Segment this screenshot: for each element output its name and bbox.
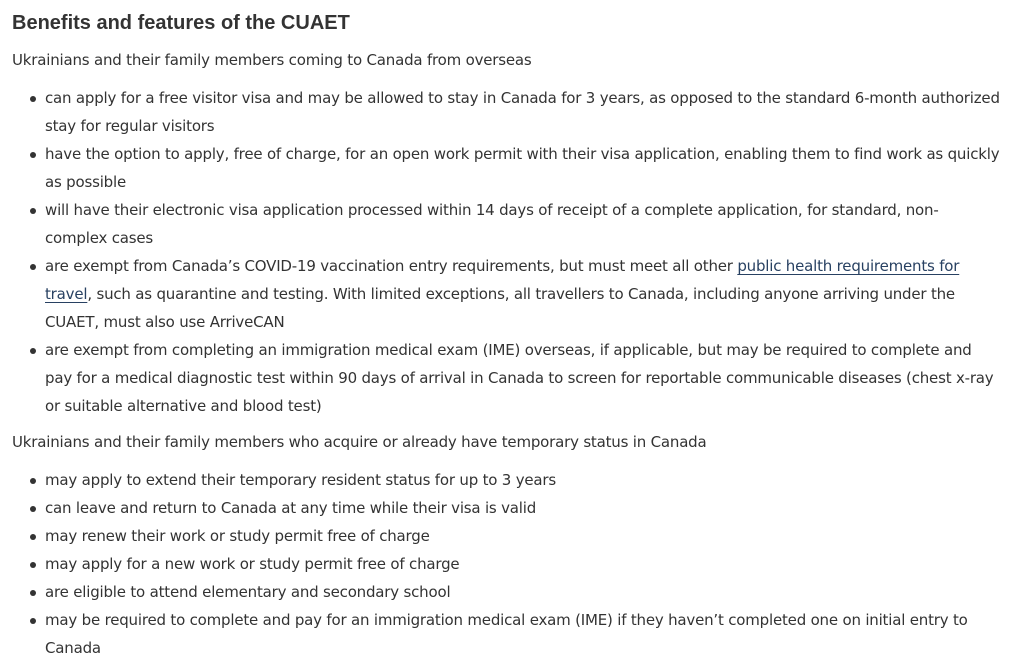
public-health-requirements-link[interactable]: public health requirements for travel — [45, 257, 960, 303]
list-item: may apply for a new work or study permit free of charge — [45, 550, 1000, 578]
list-item: are exempt from completing an immigration medical exam (IME) overseas, if applicable, but may be required to complete and pay for a medical diagnostic test within 90 days of arrival in Canada to screen for reportable communicable diseases (chest x-ray or suitable alternative and blood test) — [45, 336, 1000, 420]
list-item-text: are exempt from Canada’s COVID-19 vaccination entry requirements, but must meet all other — [45, 257, 738, 275]
list-item: are eligible to attend elementary and secondary school — [45, 578, 1000, 606]
temporary-status-benefits-list — [12, 466, 1000, 662]
list-item: have the option to apply, free of charge, for an open work permit with their visa application, enabling them to find work as quickly as possible — [45, 140, 1000, 196]
list-item: may be required to complete and pay for an immigration medical exam (IME) if they haven’t completed one on initial entry to Canada — [45, 606, 1000, 662]
list-item — [45, 252, 1000, 336]
section-overseas-intro: Ukrainians and their family members coming to Canada from overseas — [12, 51, 532, 69]
list-item-text: , such as quarantine and testing. With limited exceptions, all travellers to Canada, including anyone arriving under the CUAET, must also use ArriveCAN — [45, 285, 955, 331]
list-item: can apply for a free visitor visa and may be allowed to stay in Canada for 3 years, as opposed to the standard 6-month authorized stay for regular visitors — [45, 84, 1000, 140]
list-item: may renew their work or study permit free of charge — [45, 522, 1000, 550]
section-temporary-status-intro: Ukrainians and their family members who acquire or already have temporary status in Canada — [12, 433, 707, 451]
list-item: will have their electronic visa application processed within 14 days of receipt of a complete application, for standard, non-complex cases — [45, 196, 1000, 252]
overseas-benefits-list — [12, 84, 1000, 420]
list-item: can leave and return to Canada at any time while their visa is valid — [45, 494, 1000, 522]
list-item: may apply to extend their temporary resident status for up to 3 years — [45, 466, 1000, 494]
page-title: Benefits and features of the CUAET — [12, 12, 350, 34]
